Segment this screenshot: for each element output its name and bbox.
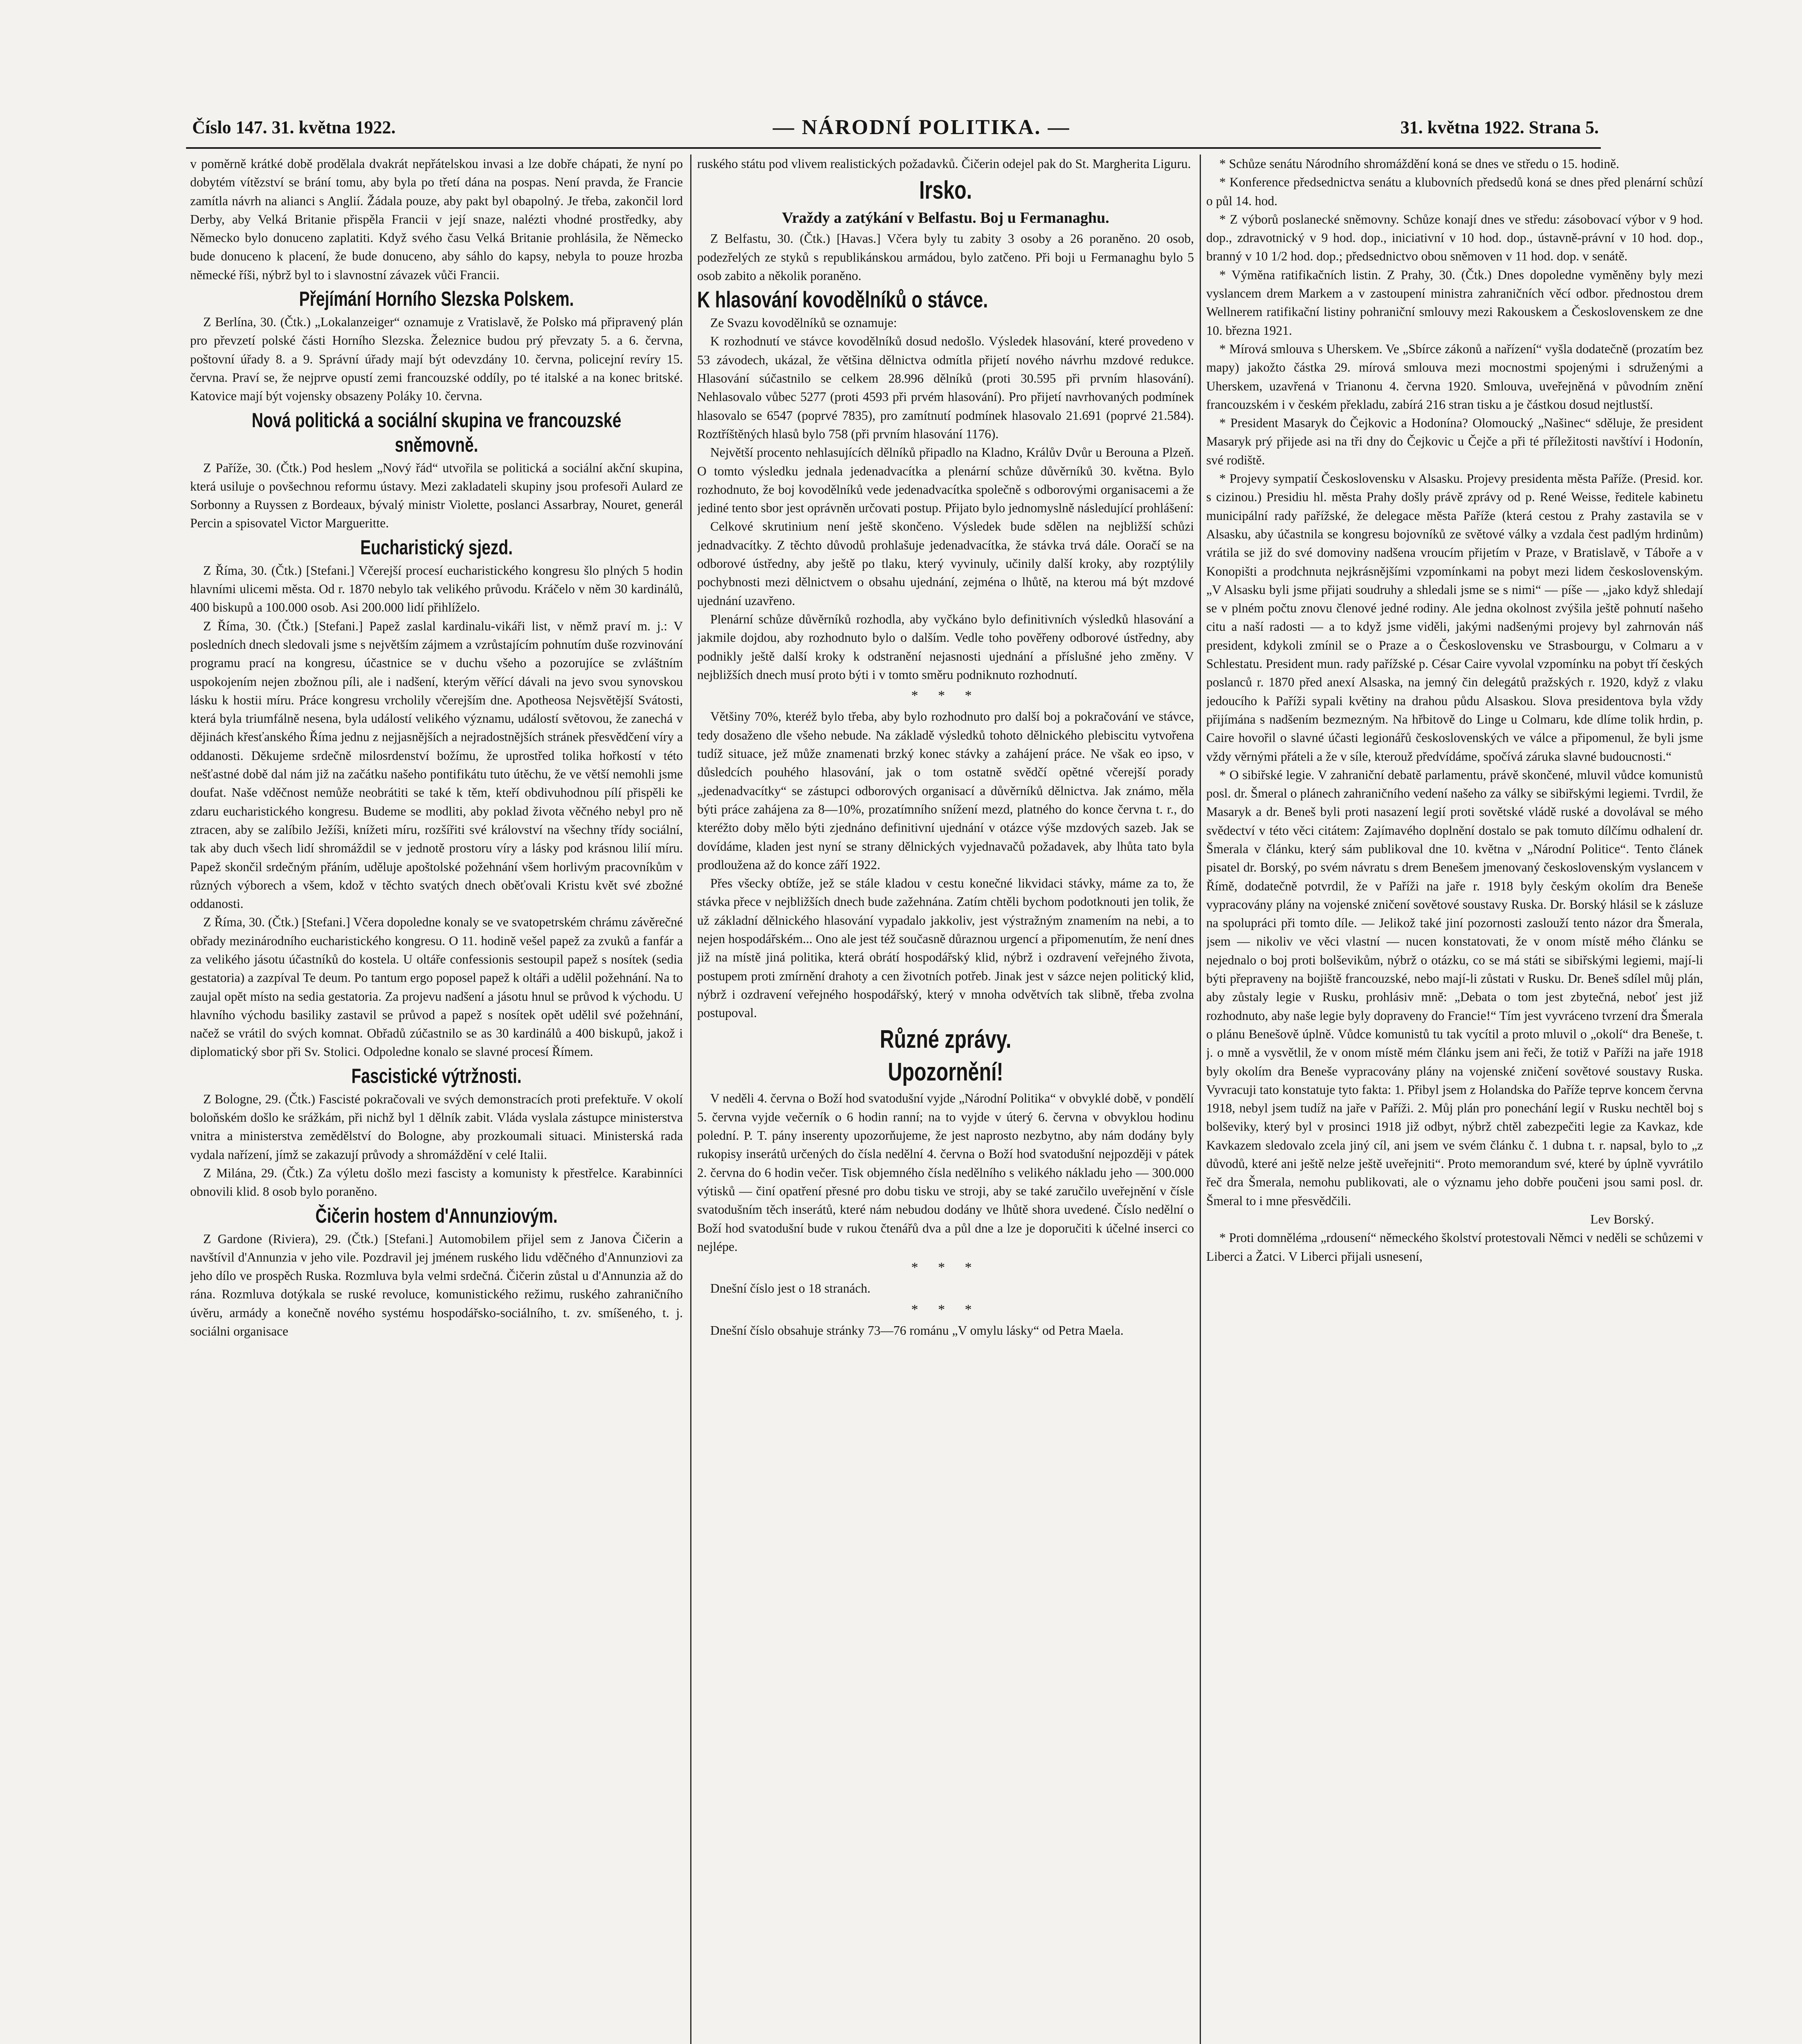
column-1 — [190, 155, 683, 2044]
article-headline: Eucharistický sjezd. — [360, 536, 513, 559]
article-paragraph: Z Gardone (Riviera), 29. (Čtk.) [Stefani.] Automobilem přijel sem z Janova Čičerin a navštívil d'Annunzia v jeho vile. Pozdravil jej jménem ruského lidu vděčného d'Annunziovi za jeho dílo ve prospěch Ruska. Rozmluva byla velmi srdečná. Čičerin zůstal u d'Annunzia až do rána. Rozmluva dotýkala se ruské revoluce, komunistického režimu, ruského zahraničního úvěru, armády a konečně nového systému hospodářsko-sociálního, t. zv. smíšeného, t. j. sociálni organisace — [190, 1231, 683, 1339]
newspaper-title: — NÁRODNÍ POLITIKA. — — [773, 116, 1070, 139]
column-divider — [1200, 155, 1201, 2044]
article-paragraph: Z Říma, 30. (Čtk.) [Stefani.] Papež zaslal kardinalu-vikáři list, v němž praví m. j.: V posledních dnech sledovali jsme s největším zájmem a vzrůstajícím pohnutím duše rozvinování programu prací na kongresu, účastnice se v duchu všeho a pozorujíce se zvláštním uspokojením nejen zbožnou píli, ale i nadšení, kterým věřící dávali na jevo svou synovskou lásku k hostii míru. Práce kongresu vrcholily včerejším dne. Apotheosa Nejsvětější Svátosti, která byla triumfálně nesena, byla událostí velikého významu, událostí světovou, že zanechá v dějinách křesťanského Říma jednu z nejjasnějších a nejradostnějších stránek přesvědčení víry a oddanosti. Děkujeme srdečně milosrdenství božímu, že uprostřed tolika hořkostí v této nešťastné době dal nám již na začátku našeho pontifikátu tuto útěchu, že ve větší nemohli jsme doufat. Naše vděčnost nemůže neobrátiti se také k těm, kteří obdivuhodnou pílí přispěli ke zdaru eucharistického kongresu. Budeme se modliti, aby poklad života věčného nebyl pro ně ztracen, aby se zalíbilo Ježíši, knížeti míru, rozšířiti své království na všechny třídy sociální, tak aby duch všech lidí shromáždil se v jednotě prostoru víry a lásky pod krásnou lilií míru. Papež skončil srdečným přáním, uděluje apoštolské požehnání všem horlivým pracovníkům v různých výborech a všem, kdož v těchto svatých dnech oběťovali Kristu květ své zbožné oddanosti. — [190, 619, 683, 911]
article-paragraph: Dnešní číslo jest o 18 stranách. — [710, 1281, 871, 1296]
article-paragraph: Z Bologne, 29. (Čtk.) Fascisté pokračovali ve svých demonstracích proti prefektuře. V okolí boloňském došlo ke srážkám, při nichž byl 1 dělník zabit. Vláda vyslala zástupce ministerstva vnitra a ministerstva zemědělství do Bologne, aby prozkoumali situaci. Ministerská rada vydala nařízení, jímž se zakazují průvody a shromáždění v celé Italii. — [190, 1091, 683, 1162]
article-paragraph: Dnešní číslo obsahuje stránky 73—76 románu „V omylu lásky“ od Petra Maela. — [710, 1323, 1124, 1338]
article-headline: Irsko. — [919, 176, 972, 205]
article-paragraph: K rozhodnutí ve stávce kovodělníků dosud nedošlo. Výsledek hlasování, které provedeno v 53 závodech, ukázal, že většina dělnictva odmítla přijetí nového návrhu mzdové redukce. Hlasování súčastnilo se celkem 28.996 dělníků (proti 30.595 při prvním hlasování). Nehlasovalo vůbec 5277 (proti 4593 při prvém hlasování). Pro přijetí navrhovaných podmínek hlasovalo se 6547 (poprvé 7835), pro zamítnutí podmínek hlasovalo 21.691 (poprvé 21.584). Roztříštěných hlasů bylo 758 (při prvním hlasování 1176). — [697, 334, 1194, 441]
article-paragraph: v poměrně krátké době prodělala dvakrát nepřátelskou invasi a lze dobře chápati, že nyní po dobytém vítězství se brání tomu, aby byla po třetí dána na pospas. Není pravda, že Francie zamítla návrh na alianci s Anglií. Žádala pouze, aby pakt byl obapolný. Je třeba, zakončil lord Derby, aby Velká Britanie přispěla Francii v její snaze, nalézti vhodné prostředky, aby Německo bylo donuceno zaplatiti. Když svého času Velká Britanie prohlásila, že Německo bude donuceno k placení, že bude donuceno, aby sáhlo do kapsy, nebyla to pouze hrozba německé říši, nýbrž byl to i slavnostní závazek vůči Francii. — [190, 157, 683, 282]
issue-number-date: Číslo 147. 31. května 1922. — [192, 117, 396, 137]
article-paragraph: Největší procento nehlasujících dělníků připadlo na Kladno, Králův Dvůr u Berouna a Plzeň. O tomto výsledku jednala jedenadvacítka a plenární schůze důvěrníků 30. května. Bylo rozhodnuto, že boj kovodělníků vede jedenadvacítka společně s odborovými organisacemi a že jediné tento sbor jest oprávněn určovati postup. Přijato bylo jednomyslně následující prohlášení: — [697, 445, 1194, 515]
article-paragraph: * Konference předsednictva senátu a klubovních předsedů koná se dnes před plenární schůzí o půl 14. hod. — [1206, 175, 1703, 208]
article-paragraph: Celkové skrutinium není ještě skončeno. Výsledek bude sdělen na nejbližší schůzi jednadvacítky. Z těchto důvodů prohlašuje jedenadvacítka, že stávka trvá dále. Ooračí se na odborové ústředny, aby ještě po tlaku, který vyvinuly, učinily další kroky, aby rozptýlily pochybnosti mezi dělnictvem o obsahu ujednání, zejména o lhůtě, na kterou má být mzdové ujednání uzavřeno. — [697, 519, 1194, 608]
article-paragraph: Přes všecky obtíže, jež se stále kladou v cestu konečné likvidaci stávky, máme za to, že stávka přece v nejbližších dnech bude zažehnána. Zatím chtěli bychom podotknouti jen tolik, že už základní dělnického hlasování vypadalo jakkoliv, jest výstražným znamením na nebi, a to nejen hospodářském... Ono ale jest též současně důraznou urgencí a připomenutím, že není dnes již na místě jiná politika, která obrátí hospodářský klid, nýbrž i ozdravení veřejného života, postupem proti zmírnění drahoty a cen životních potřeb. Jinak jest v sázce nejen politický klid, nýbrž i ozdravení veřejného hospodářský, který v mnoha odvětvích tak slibně, třeba zvolna postupoval. — [697, 876, 1194, 1020]
article-headline: K hlasování kovodělníků o stávce. — [697, 287, 988, 313]
article-paragraph: * President Masaryk do Čejkovic a Hodonína? Olomoucký „Našinec“ sděluje, že president Masaryk prý přijede asi na tři dny do Čejkovic u Čejče a při té příležitosti navštíví i Hodonín, své rodiště. — [1206, 416, 1703, 467]
article-paragraph: ruského státu pod vlivem realistických požadavků. Čičerin odejel pak do St. Margherita Liguru. — [697, 157, 1191, 171]
header-rule — [186, 147, 1601, 149]
article-paragraph: Většiny 70%, kteréž bylo třeba, aby bylo rozhodnuto pro další boj a pokračování ve stávce, tedy dosaženo dle všeho nebude. Na základě výsledků tohoto dělnického plebiscitu vytvořena tudíž situace, jež může znamenati brzký konec stávky a zahájení práce. Ne však eo ipso, v důsledcích pouhého hlasování, jak o tom ostatně svědčí opětné včerejší porady „jedenadvacítky“ se zástupci odborových organisací a důvěrníků dělnictva. Jak známo, měla býti práce zahájena za 8—10%, prozatímního snížení mezd, platného do konce června t. r., do kteréžto doby mělo býti zjednáno definitivní ujednání v otázce výše mzdových sazeb. Jak se dovídáme, kladen jest nyní se strany dělnických vyjednavačů požadavek, aby lhůta tato byla prodloužena až do konce září 1922. — [697, 709, 1194, 872]
article-subheadline: Vraždy a zatýkání v Belfastu. Boj u Fermanaghu. — [782, 209, 1109, 227]
article-headline: Různé zprávy. — [880, 1025, 1012, 1054]
article-paragraph: Z Milána, 29. (Čtk.) Za výletu došlo mezi fascisty a komunisty k přestřelce. Karabinníci obnovili klid. 8 osob bylo poraněno. — [190, 1165, 683, 1199]
article-paragraph: * Výměna ratifikačních listin. Z Prahy, 30. (Čtk.) Dnes dopoledne vyměněny byly mezi vyslancem drem Markem a v zastoupení ministra zahraničních věcí odbor. přednostou drem Wellnerem ratifikační listiny pohraniční smlouvy mezi Rakouskem a Československem ze dne 10. března 1921. — [1206, 267, 1703, 338]
article-paragraph: Z Paříže, 30. (Čtk.) Pod heslem „Nový řád“ utvořila se politická a sociální akční skupina, která usiluje o povšechnou reformu ústavy. Mezi zakladateli skupiny jsou profesoři Aulard ze Sorbonny a Ruyssen z Bordeaux, bývalý ministr Violette, poslanci Assarbray, Nouret, generál Percin a spisovatel Victor Margueritte. — [190, 460, 683, 531]
column-2 — [697, 155, 1194, 2044]
article-headline: Přejímání Horního Slezska Polskem. — [299, 287, 574, 311]
section-separator: * * * — [911, 1260, 980, 1275]
article-paragraph: * Mírová smlouva s Uherskem. Ve „Sbírce zákonů a nařízení“ vyšla dodatečně (prozatím bez mapy) jakožto částka 29. mírová smlouva mezi mocnostmi spojenými i sdruženými a Uherskem, uzavřená v Trianonu 4. června 1920. Smlouva, uveřejněná v původním znění francouzském i v českém překladu, zabírá 216 stran tisku a je částkou dosud nejtlustší. — [1206, 341, 1703, 412]
article-paragraph: * Z výborů poslanecké sněmovny. Schůze konají dnes ve středu: zásobovací výbor v 9 hod. dop., zdravotnický v 9 hod. dop., iniciativní v 10 hod. dop., ústavně-právní v 10 hod. dop., branný v 10 1/2 hod. dop.; předsednictvo obou sněmoven v 11 hod. dop. v senátě. — [1206, 212, 1703, 264]
article-paragraph: Plenární schůze důvěrníků rozhodla, aby vyčkáno bylo definitivních výsledků hlasování a jakmile dojdou, aby rozhodnuto bylo o dalším. Vedle toho pověřeny odborové ústředny, aby podnikly ještě další kroky k odstranění nejasnosti ujednání a příslušné jeho změny. V nejbližších dnech musí proto býti i v tomto směru podniknuto rozhodnutí. — [697, 612, 1194, 682]
article-headline: Čičerin hostem d'Annunziovým. — [315, 1204, 558, 1227]
article-paragraph: Z Berlína, 30. (Čtk.) „Lokalanzeiger“ oznamuje z Vratislavě, že Polsko má připravený plán pro převzetí polské části Horního Slezska. Železnice budou prý převzaty 5. a 6. června, poštovní úřady 8. a 9. Správní úřady mají být odevzdány 10. června, policejní revíry 15. června. Praví se, že nejprve opustí zemi francouzské oddíly, po té italské a na konec britské. Katovice mají být vojensky obsazeny Poláky 10. června. — [190, 315, 683, 403]
article-paragraph: V neděli 4. června o Boží hod svatodušní vyjde „Národní Politika“ v obvyklé době, v pondělí 5. června vyjde večerník o 6 hodin ranní; na to vyjde v úterý 6. června v obvyklou hodinu polední. P. T. pány inserenty upozorňujeme, že jest naprosto nezbytno, aby nám dodány byly rukopisy inserátů určených do čísla nedělní 4. června o Boží hod svatodušní nejpozději v pátek 2. června do 6 hodin večer. Tisk objemného čísla nedělního s velikého nákladu jeho — 300.000 výtisků — činí opatření přesné pro dobu tisku ve stroji, aby se také zaručilo uveřejnění v čísle svatodušním těch inserátů, které nám nebudou dodány ve lhůtě shora uvedené. Číslo nedělní o Boží hod svatodušní bude v rukou čtenářů dva a půl dne a lze je doporučiti k účelné inserci co nejlépe. — [697, 1091, 1194, 1254]
date-page-number: 31. května 1922. Strana 5. — [1400, 117, 1599, 137]
article-paragraph: Z Říma, 30. (Čtk.) [Stefani.] Včera dopoledne konaly se ve svatopetrském chrámu závěrečné obřady mezinárodního eucharistického kongresu. O 11. hodině vešel papež za zvuků a fanfár a za velikého jásotu účastníků do kostela. U oltáře confessionis sestoupil papež s nosítek (sedia gestatoria) a zazpíval Te deum. Po tantum ergo poposel papež k oltáři a udělil požehnání. Na to zaujal opět místo na sedia gestatoria. Za projevu nadšení a jásotu hnul se průvod k východu. U hlavního východu basiliky zastavil se průvod a papež s nosítek opět udělil své požehnání, načež se vrátil do svých komnat. Obřadů zúčastnilo se as 30 kardinálů a 400 biskupů, jakož i diplomatický sbor při Sv. Stolici. Odpoledne konalo se slavné procesí Římem. — [190, 915, 683, 1059]
article-paragraph: Ze Svazu kovodělníků se oznamuje: — [710, 316, 897, 330]
author-signature: Lev Borský. — [1590, 1212, 1654, 1226]
page-header — [192, 117, 1599, 146]
article-paragraph: * Projevy sympatií Československu v Alsasku. Projevy presidenta města Paříže. (Presid. kor. s cizinou.) Presidiu hl. města Prahy došly právě zprávy od p. René Weisse, ředitele kabinetu municipální rady pařížské, že delegace města Paříže (která cestou z Prahy zastavila se v Alsasku, aby účastnila se kongresu bojovníků ze světové války a vzdala čest padlým hrdinům) vrátila se již do své domoviny nadšena vroucím přijetím v Praze, v Bratislavě, v Táboře a v Konopišti a prodchnuta nejkrásnějšími vzpomínkami na pobyt mezi lidem československým. „V Alsasku byli jsme přijati soudruhy a shledali jsme se s nimi“ — píše — „jako když shledají se v plném počtu znovu členové jedné rodiny. Ale jedna okolnost zvýšila ještě pohnutí našeho citu a naší radosti — a to když jsme viděli, jakými nadšenými projevy byl zahrnován náš president, kdykoli zmínil se o Praze a o Československu ve Strasbourgu, v Colmaru a v Schlestatu. President mun. rady pařížské p. César Caire vyvolal vzpomínku na pobyt tří českých poslanců r. 1870 před anexí Alsaska, na jemný čin delegátů pražských r. 1920, když z vlaku jedoucího k Paříži sypali květiny na drahou půdu Alsaskou. Slova presidentova byla vždy přijímána s nadšením bezmezným. Na hřbitově do Linge u Colmaru, kde dlíme tolik hrdin, p. Caire hovořil o slavné účasti legionářů československých ve válce a připomenul, že byli jsme vždy věrnými přáteli a že v síle, kterouž předvídáme, spočívá záruka slavné budoucnosti.“ — [1206, 471, 1703, 764]
column-3 — [1206, 155, 1703, 2044]
article-paragraph: * O sibiřské legie. V zahraniční debatě parlamentu, právě skončené, mluvil vůdce komunistů posl. dr. Šmeral o plánech zahraničního vedení našeho za války se sibiřskými legiemi. Tvrdil, že Masaryk a dr. Beneš byli proti nasazení legií proti sovětské vládě ruské a dovolával se mého svědectví v této věci citátem: Zajímavého doplnění dostalo se pak tomuto dílčímu odhalení dr. Šmerala v článku, který sám publikoval dne 10. května v „Národní Politice“. Tento článek pisatel dr. Borský, po svém návratu s drem Benešem jmenovaný československým vyslancem v Římě, dodatečně potvrdil, že v Paříži na jaře r. 1918 byly českým okolím dra Beneše vypracovány plány na vojenské zničení sovětové soustavy Ruska. Dr. Borský hlásil se k zásluze na spolupráci při tomto díle. — Jelikož také jiní pozornosti zaslouží tento názor dra Šmerala, jsem — nikoliv ve věci vlastní — nucen konstatovati, že v onom místě mého článku se nejednalo o boj proti bolševikům, nýbrž o otázku, co se má státi se sibiřskými legiemi, mají-li býti přepraveny na bojiště francouzské, nebo mají-li zůstati v Rusku. Dr. Beneš sdílel můj plán, aby zůstaly legie v Rusku, prohlásiv mně: „Debata o tom jest zbytečná, neboť jest již rozhodnuto, aby naše legie byly dopraveny do Francie!“ Tím jest vyvráceno tvrzení dra Šmerala o plánu Benešově úplně. Vůdce komunistů tu tak vycítil a proto mluvil o „okolí“ dra Beneše, t. j. o mně a vysvětlil, že v onom místě mém článku jsem ani řeči, že totiž v Paříži na jaře 1918 byly okolím dra Beneše vypracovány plány na vojenské zničení sovětové soustavy Ruska. Vyvracuji tato konstatuje tyto fakta: 1. Přibyl jsem z Holandska do Paříže teprve koncem června 1918, nebyl jsem tudíž na jaře v Paříži. 2. Můj plán pro ponechání legií v Rusku nechtěl boj s bolševiky, který byl v prosinci 1918 již odbyt, nýbrž chtěl zabezpečiti legie za Kavkaz, kde Kavkazem sledovalo zcela jiný cíl, ani jsem ve svém článku č. 1 dubna t. r. napsal, bylo to „z důvodů, které ani ještě nelze ještě uveřejniti“. Proto memorandum své, které by úplně vyvrátilo řeč dra Šmerala, nemohu publikovati, ale o významu jeho dobře poučeni jsou sami posl. dr. Šmeral to i mne přesvědčili. — [1206, 767, 1703, 1208]
section-separator: * * * — [911, 1302, 980, 1317]
column-divider — [690, 155, 691, 2044]
article-paragraph: Z Belfastu, 30. (Čtk.) [Havas.] Včera byly tu zabity 3 osoby a 26 poraněno. 20 osob, podezřelých ze styků s republikánskou armádou, bylo zatčeno. Při boji u Fermanaghu bylo 5 osob zabito a několik poraněno. — [697, 231, 1194, 283]
article-paragraph: * Proti domněléma „rdousení“ německého školství protestovali Němci v neděli se schůzemi v Liberci a Žatci. V Liberci přijali usnesení, — [1206, 1230, 1703, 1264]
section-separator: * * * — [911, 688, 980, 704]
article-paragraph: Z Říma, 30. (Čtk.) [Stefani.] Včerejší procesí eucharistického kongresu šlo plných 5 hodin hlavními ulicemi města. Od r. 1870 nebylo tak velikého průvodu. Kráčelo v něm 30 kardinálů, 400 biskupů a 100.000 osob. Asi 200.000 lidí přihlíželo. — [190, 563, 683, 615]
article-headline: Fascistické výtržnosti. — [351, 1064, 522, 1087]
article-paragraph: * Schůze senátu Národního shromáždění koná se dnes ve středu o 15. hodině. — [1219, 157, 1620, 171]
article-headline: Upozornění! — [888, 1058, 1003, 1087]
article-headline: Nová politická a sociální skupina ve francouzské sněmovně. — [251, 408, 622, 456]
